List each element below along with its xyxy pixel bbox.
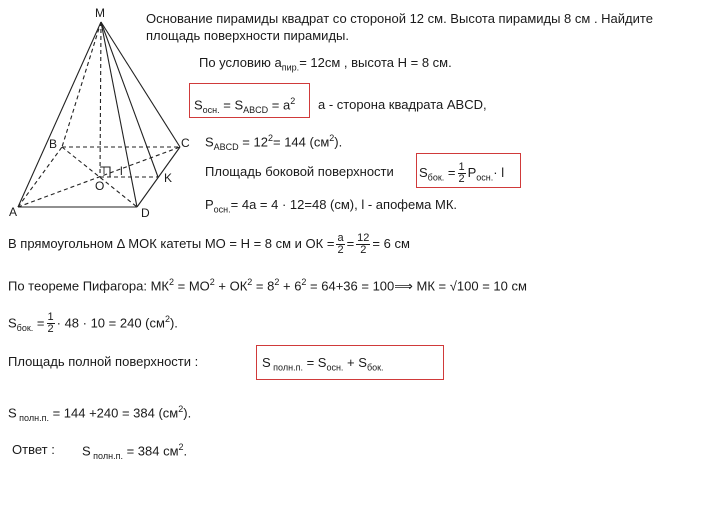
diagonal-ac [18,147,180,207]
s-abcd-line: $S_{ABCD} = 12^2= 144$ $(см^2)$. [205,133,343,152]
side-note: а - сторона квадрата ABCD, [318,97,487,112]
apothem-label-l: l [120,164,123,178]
vertex-label-b: B [49,137,58,151]
lateral-label: Площадь боковой поверхности [205,164,394,179]
vertex-label-d: D [141,206,150,220]
perimeter-line: $P_{осн.}= 4a = 4 \cdot 12=48$ (см), l - апофема МК. [205,197,458,215]
edge-ma [18,22,101,207]
edge-mb [62,22,101,147]
full-label: Площадь полной поверхности : [8,354,199,369]
vertex-label-k: K [164,171,173,185]
height-mo [100,22,101,177]
edge-ab [18,147,62,207]
answer-label: Ответ : [12,442,55,457]
s-full-line: S $_{полн.п.}$ = 144 +240 = 384 $(см^2)$. [8,404,192,423]
vertex-label-m: M [95,6,105,20]
formula-lateral: $S_{бок.}$ = $\frac{1}{2}$ $P_{осн.}\cdot l$ [419,161,505,185]
vertex-label-o: O [95,179,105,193]
implies-arrow: ⟹ [394,279,413,295]
problem-line-2: площадь поверхности пирамиды. [146,28,349,43]
right-angle-mark [100,167,110,177]
formula-base: $S_{осн.} = S_{ABCD} = a^2$ [194,96,296,115]
vertex-label-a: A [9,205,18,219]
given-line: По условию $a_{пир.}= 12см$ , высота Н = 8 см. [199,55,452,73]
answer-line: S $_{полн.п.}$ = 384 $см^2$. [82,442,188,461]
problem-line-1: Основание пирамиды квадрат со стороной 12 см. Высота пирамиды 8 см . Найдите [146,11,653,26]
s-lateral-line: $S_{бок.}$ = $\frac{1}{2}$ · 48 · 10 = 240 $(см^2)$. [8,311,178,336]
formula-full: S $_{полн.п.} = S_{осн.} + S_{бок.}$ [262,355,384,373]
triangle-line: В прямоугольном Δ МОК катеты МО = Н = 8 см и ОК = $\frac{a}{2}$ = $\frac{12}{2}$ = 6 см [8,232,410,256]
vertex-label-c: C [181,136,190,150]
pythagoras-line: По теореме Пифагора: $МК^2 = МО^2 + ОК^2 = 8^2 + 6^2 = 64+36$ = 100⟹ МК = √100 = 10 см [8,277,527,295]
